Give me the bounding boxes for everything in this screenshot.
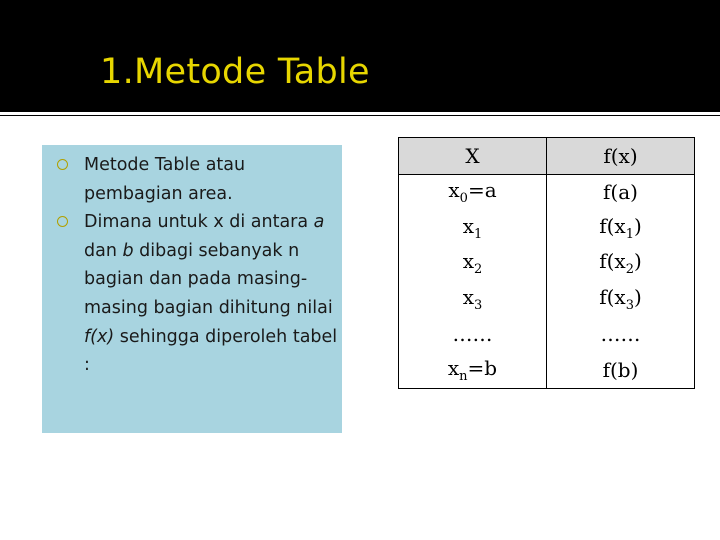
table-cell xyxy=(399,174,547,210)
cell-text: x xyxy=(462,213,474,238)
ring-bullet-icon xyxy=(57,159,68,170)
cell-text: f(b) xyxy=(602,357,639,382)
cell-text: …… xyxy=(452,322,493,347)
table-header-cell xyxy=(547,138,695,175)
slide-title: 1.Metode Table xyxy=(100,52,370,92)
bullet-list xyxy=(56,151,346,380)
table-cell xyxy=(547,352,695,388)
cell-text: f(x xyxy=(599,213,626,238)
bullet-text: dibagi sebanyak n bagian dan pada masing-masing bagian dihitung nilai xyxy=(84,240,333,318)
cell-text-suffix: ) xyxy=(633,284,642,309)
table-header-cell xyxy=(399,138,547,175)
table-cell xyxy=(547,246,695,282)
cell-text: x xyxy=(462,284,474,309)
cell-text: f(a) xyxy=(603,180,638,205)
cell-subscript: 1 xyxy=(625,226,634,242)
cell-subscript: 2 xyxy=(474,262,483,278)
cell-text: f(x xyxy=(599,249,626,274)
cell-subscript: n xyxy=(459,368,468,384)
table-cell xyxy=(547,174,695,210)
ring-bullet-icon xyxy=(57,216,68,227)
table-row xyxy=(399,281,695,317)
title-divider xyxy=(0,115,720,116)
table-row xyxy=(399,174,695,210)
table-cell xyxy=(547,281,695,317)
table-cell xyxy=(399,352,547,388)
cell-text: X xyxy=(465,143,480,168)
bullet-text: Metode Table atau pembagian area. xyxy=(84,155,246,204)
table-cell xyxy=(399,246,547,282)
table-cell xyxy=(399,317,547,353)
table-body xyxy=(399,174,695,388)
table-row xyxy=(399,317,695,353)
table-row xyxy=(399,246,695,282)
cell-text: x xyxy=(462,249,474,274)
bullet-text: f(x) xyxy=(84,326,115,347)
table-row xyxy=(399,210,695,246)
table-cell xyxy=(547,317,695,353)
cell-text: …… xyxy=(600,322,641,347)
cell-text: f(x) xyxy=(603,143,638,168)
table-cell xyxy=(547,210,695,246)
cell-text-suffix: =a xyxy=(467,178,497,203)
bullet-item xyxy=(56,208,346,380)
bullet-text: dan xyxy=(84,240,123,261)
bullet-text: sehingga diperoleh tabel : xyxy=(84,326,338,376)
bullet-text: a xyxy=(313,212,325,233)
cell-text: x xyxy=(447,355,460,380)
cell-subscript: 2 xyxy=(625,262,634,278)
cell-text: f(x xyxy=(599,284,626,309)
bullet-text: Dimana untuk x di antara xyxy=(84,212,314,233)
table-cell xyxy=(399,281,547,317)
cell-text-suffix: ) xyxy=(633,249,642,274)
cell-text: x xyxy=(448,178,460,203)
table-row xyxy=(399,352,695,388)
bullet-item xyxy=(56,151,346,208)
cell-subscript: 3 xyxy=(474,297,483,313)
table-header-row xyxy=(399,138,695,175)
bullet-text: b xyxy=(122,240,134,261)
cell-text-suffix: ) xyxy=(633,213,642,238)
cell-subscript: 1 xyxy=(474,226,483,242)
value-table xyxy=(398,137,695,389)
cell-subscript: 3 xyxy=(625,297,634,313)
table-cell xyxy=(399,210,547,246)
cell-text-suffix: =b xyxy=(467,355,498,380)
cell-subscript: 0 xyxy=(459,191,468,207)
